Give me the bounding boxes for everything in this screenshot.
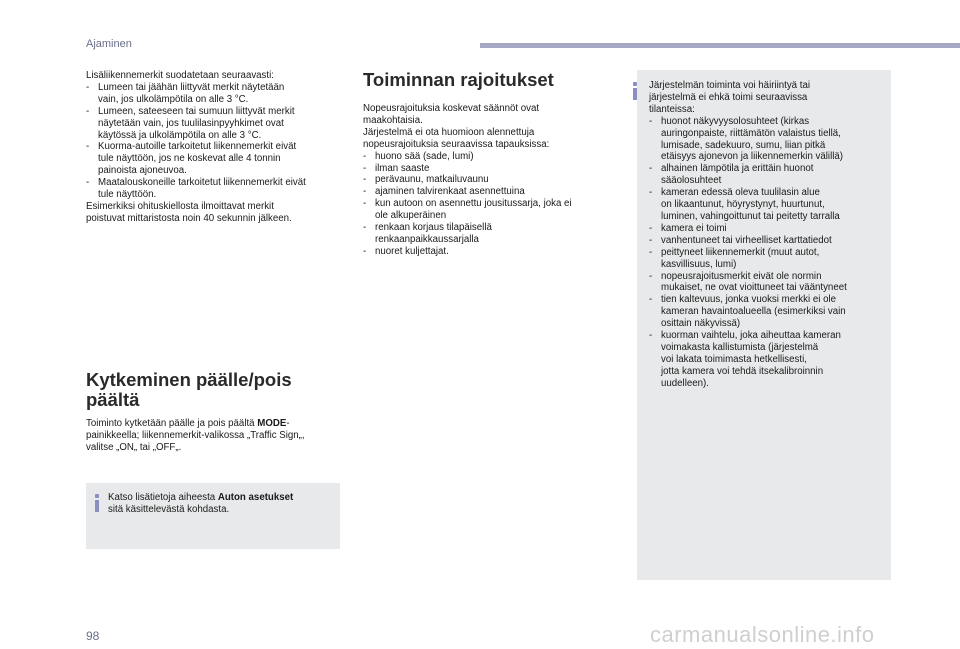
list-item-text: ajaminen talvirenkaat asennettuina	[375, 186, 525, 198]
example-line: Esimerkiksi ohituskiellosta ilmoittavat merkit	[86, 200, 274, 212]
list-item-text: nopeusrajoitusmerkit eivät ole normin	[661, 270, 822, 282]
intro-line: Järjestelmä ei ota huomioon alennettuja	[363, 126, 535, 138]
list-item-text: kasvillisuus, lumi)	[661, 258, 737, 270]
example-line: poistuvat mittaristosta noin 40 sekunnin jälkeen.	[86, 212, 292, 224]
list-item-text: kuorman vaihtelu, joka aiheuttaa kameran	[661, 330, 841, 342]
list-item-text: on likaantunut, höyrystynyt, huurtunut,	[661, 199, 825, 211]
list-dash: -	[86, 81, 90, 93]
mode-pre: Toiminto kytketään päälle ja pois päältä	[86, 418, 258, 429]
list-dash: -	[649, 234, 653, 246]
list-item-text: ole alkuperäinen	[375, 210, 447, 222]
list-item-text: osittain näkyvissä)	[661, 318, 741, 330]
list-dash: -	[649, 330, 653, 342]
list-item-text: Lumeen tai jäähän liittyvät merkit näytetään	[98, 81, 285, 93]
note-text	[108, 492, 336, 516]
list-dash: -	[363, 222, 367, 234]
limitations-heading: Toiminnan rajoitukset	[363, 69, 554, 90]
list-item-line	[649, 259, 889, 271]
section-label: Ajaminen	[86, 38, 132, 50]
list-item-line	[86, 177, 342, 189]
list-item-line	[649, 306, 889, 318]
note-pre: Katso lisätietoja aiheesta	[108, 492, 218, 503]
list-dash: -	[86, 141, 90, 153]
kytkeminen-heading	[86, 370, 342, 410]
list-item-line	[649, 294, 889, 306]
list-item-line	[86, 153, 342, 165]
list-item-line	[363, 163, 618, 175]
list-item-line	[649, 151, 889, 163]
intro-line: järjestelmä ei ehkä toimi seuraavissa	[649, 91, 808, 103]
info-note	[86, 483, 340, 549]
list-item-text: vanhentuneet tai virheelliset karttatiedot	[661, 234, 832, 246]
list-item-line	[649, 378, 889, 390]
intro-line: maakohtaisia.	[363, 114, 423, 126]
list-item-text: huonot näkyvyysolosuhteet (kirkas	[661, 115, 810, 127]
filter-list	[86, 82, 342, 201]
list-item-text: tule näyttöön.	[98, 189, 157, 201]
list-item-line	[649, 271, 889, 283]
list-item-text: näytetään vain, jos tuulilasinpyyhkimet ovat	[98, 117, 284, 129]
list-item-line	[363, 186, 618, 198]
list-item-text: peittyneet liikennemerkit (muut autot,	[661, 246, 820, 258]
section-bar	[480, 43, 960, 48]
list-dash: -	[363, 198, 367, 210]
list-dash: -	[363, 150, 367, 162]
list-item-text: sääolosuhteet	[661, 175, 722, 187]
list-item-text: voimakasta kallistumista (järjestelmä	[661, 341, 819, 353]
list-item-text: mukaiset, ne ovat vioittuneet tai vääntyneet	[661, 282, 847, 294]
list-item-text: jotta kamera voi tehdä itsekalibroinnin	[661, 365, 824, 377]
mode-post: -	[286, 418, 290, 429]
list-item-line	[363, 174, 618, 186]
list-item-line	[86, 165, 342, 177]
filter-intro: Lisäliikennemerkit suodatetaan seuraavasti:	[86, 70, 274, 81]
list-item-text: alhainen lämpötila ja erittäin huonot	[661, 163, 814, 175]
list-dash: -	[649, 294, 653, 306]
list-dash: -	[649, 246, 653, 258]
limitations-list	[363, 151, 618, 258]
disturbance-text	[649, 80, 889, 390]
list-item-line	[649, 354, 889, 366]
list-item-text: tien kaltevuus, jonka vuoksi merkki ei ole	[661, 294, 836, 306]
list-item-text: luminen, vahingoittunut tai peitetty tarralla	[661, 210, 840, 222]
list-dash: -	[649, 187, 653, 199]
intro-line: nopeusrajoituksia seuraavissa tapauksissa:	[363, 138, 550, 150]
list-item-line	[649, 247, 889, 259]
list-dash: -	[649, 163, 653, 175]
list-dash: -	[86, 177, 90, 189]
list-item-line	[649, 330, 889, 342]
heading-line: päältä	[86, 389, 140, 410]
limitations-intro	[363, 103, 618, 151]
intro-line: tilanteissa:	[649, 103, 695, 115]
list-item-text: vain, jos ulkolämpötila on alle 3 °C.	[98, 93, 249, 105]
list-item-line	[363, 151, 618, 163]
list-item-line	[363, 246, 618, 258]
list-item-text: Kuorma-autoille tarkoitetut liikennemerkit eivät	[98, 141, 297, 153]
kytkeminen-text	[86, 418, 346, 454]
example-text	[86, 201, 342, 225]
list-item-line	[86, 82, 342, 94]
list-item-line	[649, 366, 889, 378]
list-item-text: etäisyys ajonevon ja liikennemerkin välillä)	[661, 151, 843, 163]
list-item-text: nuoret kuljettajat.	[375, 245, 449, 257]
list-item-text: painoista ajoneuvoa.	[98, 165, 187, 177]
list-dash: -	[649, 270, 653, 282]
list-item-line	[86, 130, 342, 142]
list-item-text: auringonpaiste, riittämätön valaistus tiellä,	[661, 127, 841, 139]
info-icon	[95, 494, 99, 512]
list-item-text: kamera ei toimi	[661, 222, 727, 234]
list-item-line	[363, 222, 618, 234]
filter-section	[86, 70, 342, 225]
disturbance-note	[637, 70, 891, 580]
intro-line: Järjestelmän toiminta voi häiriintyä tai	[649, 80, 810, 91]
list-item-text: renkaan korjaus tilapäisellä	[375, 222, 492, 234]
list-item-text: voi lakata toimimasta hetkellisesti,	[661, 353, 807, 365]
list-dash: -	[363, 186, 367, 198]
list-item-line	[363, 210, 618, 222]
list-item-line	[649, 175, 889, 187]
list-dash: -	[649, 115, 653, 127]
kytk-line: valitse „ON„ tai „OFF„.	[86, 441, 182, 453]
list-item-line	[86, 118, 342, 130]
heading-line: Kytkeminen päälle/pois	[86, 369, 292, 390]
list-dash: -	[649, 222, 653, 234]
list-item-line	[86, 94, 342, 106]
list-item-line	[649, 211, 889, 223]
mode-button-label: MODE	[257, 418, 287, 429]
list-item-text: uudelleen).	[661, 377, 709, 389]
watermark: carmanualsonline.info	[650, 622, 875, 647]
disturbance-list	[649, 116, 889, 390]
page-number: 98	[86, 629, 100, 643]
list-item-line	[649, 163, 889, 175]
disturbance-intro	[649, 80, 889, 116]
list-item-line	[649, 199, 889, 211]
list-item-text: renkaanpaikkaussarjalla	[375, 233, 479, 245]
list-item-line	[649, 116, 889, 128]
list-dash: -	[363, 162, 367, 174]
intro-line: Nopeusrajoituksia koskevat säännöt ovat	[363, 103, 540, 114]
list-item-line	[649, 318, 889, 330]
list-item-line	[649, 140, 889, 152]
list-dash: -	[363, 174, 367, 186]
list-item-text: käytössä ja ulkolämpötila on alle 3 °C.	[98, 129, 262, 141]
list-item-text: huono sää (sade, lumi)	[375, 150, 474, 162]
list-item-line	[649, 187, 889, 199]
limitations-section	[363, 70, 618, 258]
list-item-text: Lumeen, sateeseen tai sumuun liittyvät merkit	[98, 105, 295, 117]
list-item-text: lumisade, sadekuuro, sumu, liian pitkä	[661, 139, 826, 151]
list-item-line	[86, 189, 342, 201]
list-dash: -	[363, 245, 367, 257]
list-item-line	[649, 235, 889, 247]
list-item-line	[86, 141, 342, 153]
list-item-line	[649, 282, 889, 294]
kytk-line: painikkeella; liikennemerkit-valikossa „Traffic Sign„,	[86, 429, 305, 441]
list-dash: -	[86, 105, 90, 117]
list-item-text: perävaunu, matkailuvaunu	[375, 174, 489, 186]
note-link-text: Auton asetukset	[217, 492, 294, 503]
list-item-text: kun autoon on asennettu jousitussarja, joka ei	[375, 198, 572, 210]
list-item-line	[363, 198, 618, 210]
list-item-line	[649, 223, 889, 235]
list-item-text: kameran havaintoalueella (esimerkiksi vain	[661, 306, 846, 318]
info-icon	[633, 82, 637, 100]
note-line: sitä käsittelevästä kohdasta.	[108, 503, 230, 515]
list-item-line	[649, 128, 889, 140]
list-item-line	[86, 106, 342, 118]
list-item-text: tule näyttöön, jos ne koskevat alle 4 tonnin	[98, 153, 281, 165]
list-item-text: kameran edessä oleva tuulilasin alue	[661, 187, 820, 199]
list-item-line	[649, 342, 889, 354]
list-item-line	[363, 234, 618, 246]
list-item-text: Maatalouskoneille tarkoitetut liikennemerkit eivät	[98, 177, 306, 189]
list-item-text: ilman saaste	[375, 162, 430, 174]
